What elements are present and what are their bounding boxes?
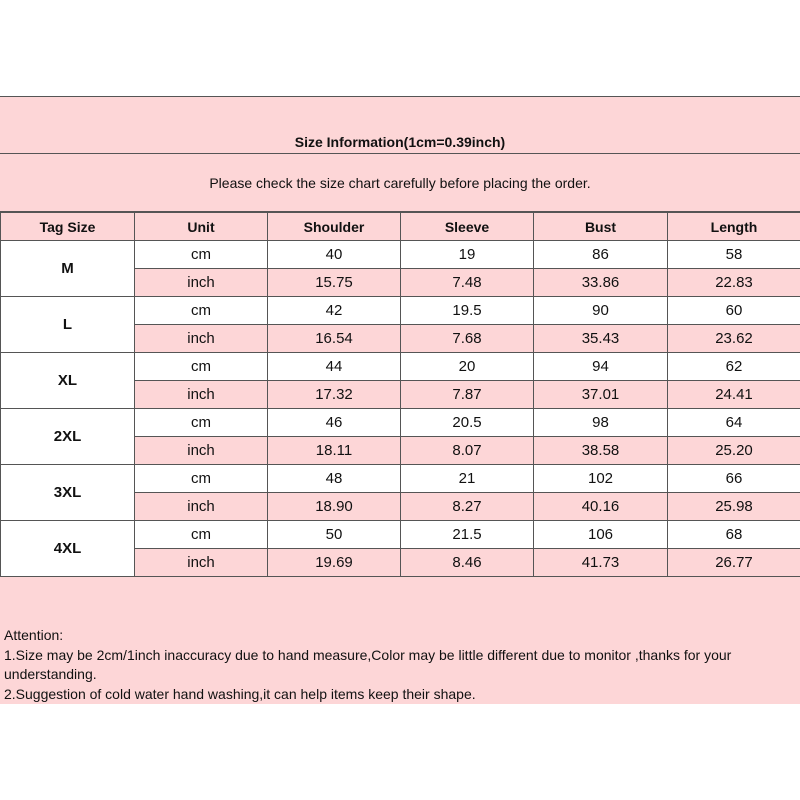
bust-cell: 90	[534, 297, 668, 325]
header-sleeve: Sleeve	[401, 213, 534, 241]
length-cell: 24.41	[668, 381, 800, 409]
sleeve-cell: 19.5	[401, 297, 534, 325]
sleeve-cell: 21.5	[401, 521, 534, 549]
unit-cell: cm	[135, 353, 268, 381]
table-row	[1, 241, 800, 269]
bust-cell: 94	[534, 353, 668, 381]
length-cell: 25.20	[668, 437, 800, 465]
sleeve-cell: 8.46	[401, 549, 534, 577]
sleeve-cell: 8.27	[401, 493, 534, 521]
shoulder-cell: 42	[268, 297, 401, 325]
bust-cell: 106	[534, 521, 668, 549]
tag-size-cell: L	[1, 297, 135, 353]
unit-cell: cm	[135, 465, 268, 493]
attention-line-2: 2.Suggestion of cold water hand washing,it can help items keep their shape.	[4, 685, 476, 702]
shoulder-cell: 15.75	[268, 269, 401, 297]
unit-cell: inch	[135, 381, 268, 409]
bust-cell: 98	[534, 409, 668, 437]
length-cell: 23.62	[668, 325, 800, 353]
bust-cell: 40.16	[534, 493, 668, 521]
unit-cell: inch	[135, 269, 268, 297]
length-cell: 68	[668, 521, 800, 549]
shoulder-cell: 16.54	[268, 325, 401, 353]
table-row	[1, 521, 800, 549]
header-bust: Bust	[534, 213, 668, 241]
sleeve-cell: 7.48	[401, 269, 534, 297]
sleeve-cell: 7.68	[401, 325, 534, 353]
tag-size-cell: XL	[1, 353, 135, 409]
sleeve-cell: 8.07	[401, 437, 534, 465]
shoulder-cell: 48	[268, 465, 401, 493]
shoulder-cell: 18.11	[268, 437, 401, 465]
table-row	[1, 353, 800, 381]
unit-cell: cm	[135, 409, 268, 437]
length-cell: 22.83	[668, 269, 800, 297]
bust-cell: 33.86	[534, 269, 668, 297]
unit-cell: inch	[135, 493, 268, 521]
chart-subtitle: Please check the size chart carefully before placing the order.	[0, 154, 800, 212]
sleeve-cell: 21	[401, 465, 534, 493]
header-tag-size: Tag Size	[1, 213, 135, 241]
length-cell: 66	[668, 465, 800, 493]
tag-size-cell: 3XL	[1, 465, 135, 521]
bust-cell: 41.73	[534, 549, 668, 577]
unit-cell: cm	[135, 241, 268, 269]
attention-heading: Attention:	[4, 627, 64, 643]
attention-line-1: 1.Size may be 2cm/1inch inaccuracy due to hand measure,Color may be little different due to monitor ,thanks for your understanding.	[4, 646, 732, 682]
shoulder-cell: 19.69	[268, 549, 401, 577]
table-row	[1, 465, 800, 493]
bust-cell: 37.01	[534, 381, 668, 409]
tag-size-cell: M	[1, 241, 135, 297]
bust-cell: 38.58	[534, 437, 668, 465]
tag-size-cell: 2XL	[1, 409, 135, 465]
table-header-row	[1, 213, 800, 241]
unit-cell: cm	[135, 521, 268, 549]
size-chart	[0, 96, 800, 704]
unit-cell: inch	[135, 549, 268, 577]
tag-size-cell: 4XL	[1, 521, 135, 577]
length-cell: 25.98	[668, 493, 800, 521]
header-length: Length	[668, 213, 800, 241]
header-unit: Unit	[135, 213, 268, 241]
sleeve-cell: 20	[401, 353, 534, 381]
table-row	[1, 297, 800, 325]
length-cell: 26.77	[668, 549, 800, 577]
unit-cell: cm	[135, 297, 268, 325]
shoulder-cell: 40	[268, 241, 401, 269]
bust-cell: 35.43	[534, 325, 668, 353]
unit-cell: inch	[135, 325, 268, 353]
sleeve-cell: 19	[401, 241, 534, 269]
sleeve-cell: 7.87	[401, 381, 534, 409]
shoulder-cell: 18.90	[268, 493, 401, 521]
sleeve-cell: 20.5	[401, 409, 534, 437]
shoulder-cell: 50	[268, 521, 401, 549]
shoulder-cell: 17.32	[268, 381, 401, 409]
unit-cell: inch	[135, 437, 268, 465]
shoulder-cell: 46	[268, 409, 401, 437]
length-cell: 62	[668, 353, 800, 381]
bust-cell: 86	[534, 241, 668, 269]
shoulder-cell: 44	[268, 353, 401, 381]
attention-notes	[0, 590, 800, 704]
bust-cell: 102	[534, 465, 668, 493]
header-shoulder: Shoulder	[268, 213, 401, 241]
size-table	[0, 212, 800, 577]
table-row	[1, 409, 800, 437]
length-cell: 58	[668, 241, 800, 269]
length-cell: 60	[668, 297, 800, 325]
chart-title: Size Information(1cm=0.39inch)	[0, 97, 800, 154]
length-cell: 64	[668, 409, 800, 437]
